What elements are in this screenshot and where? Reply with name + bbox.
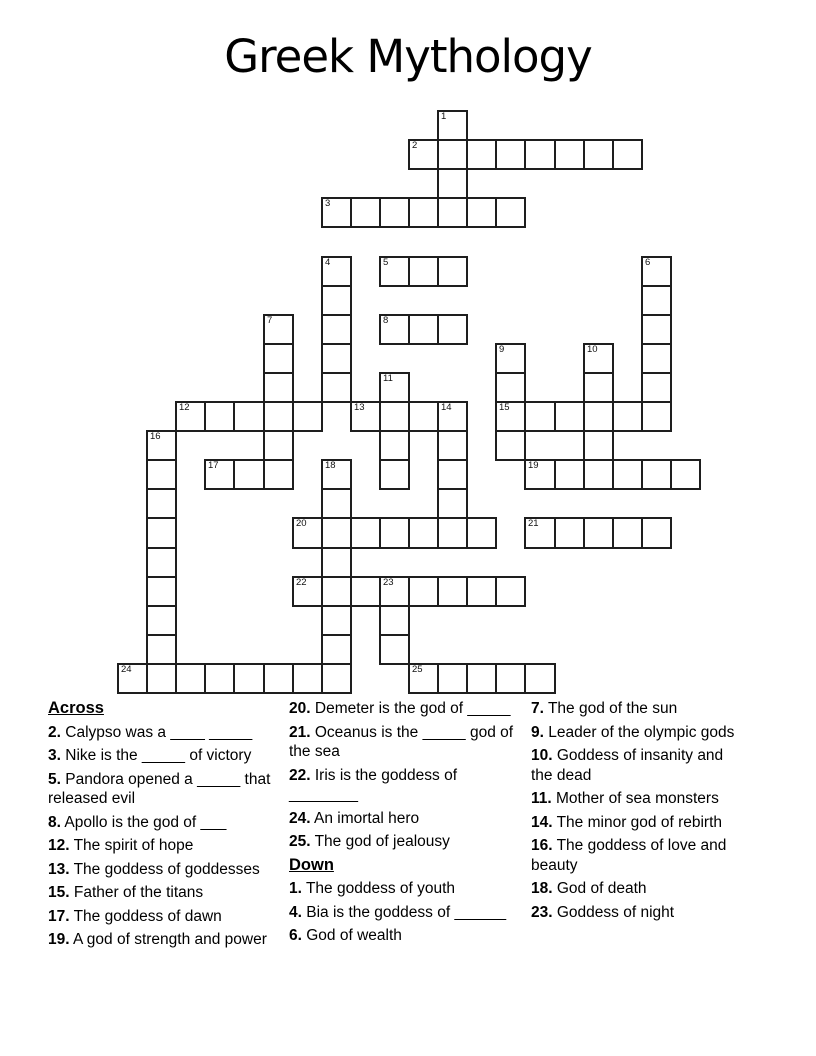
cell-number: 9 bbox=[499, 344, 505, 355]
clue-number: 15. bbox=[48, 884, 70, 901]
grid-cell[interactable] bbox=[437, 488, 468, 519]
clue-number: 11. bbox=[531, 790, 552, 807]
clue-text: The god of jealousy bbox=[314, 833, 450, 850]
grid-cell[interactable] bbox=[670, 459, 701, 490]
grid-cell[interactable] bbox=[146, 488, 177, 519]
clue-number: 18. bbox=[531, 880, 553, 897]
grid-cell[interactable] bbox=[350, 576, 381, 607]
grid-cell[interactable] bbox=[263, 343, 294, 374]
grid-cell[interactable] bbox=[641, 401, 672, 432]
clue-number: 19. bbox=[48, 931, 70, 948]
grid-cell[interactable] bbox=[408, 314, 439, 345]
clue-across-24 bbox=[289, 809, 519, 829]
clue-number: 10. bbox=[531, 747, 553, 764]
clue-number: 2. bbox=[48, 723, 61, 741]
grid-cell[interactable] bbox=[117, 663, 148, 694]
grid-cell[interactable] bbox=[437, 401, 468, 432]
grid-cell[interactable] bbox=[437, 314, 468, 345]
clue-number: 5. bbox=[48, 770, 61, 788]
clue-number: 20. bbox=[289, 700, 311, 717]
clue-across-15 bbox=[48, 883, 272, 903]
grid-cell[interactable] bbox=[379, 256, 410, 287]
clue-text: Oceanus is the _____ god of the sea bbox=[289, 723, 514, 760]
clue-across-13 bbox=[48, 860, 272, 880]
grid-cell[interactable] bbox=[233, 401, 265, 432]
grid-cell[interactable] bbox=[379, 401, 410, 432]
grid-cell[interactable] bbox=[321, 314, 352, 345]
grid-cell[interactable] bbox=[292, 517, 323, 549]
grid-cell[interactable] bbox=[321, 517, 352, 549]
down-header: Down bbox=[289, 855, 334, 874]
clue-text: An imortal hero bbox=[314, 809, 420, 827]
clue-text: Bia is the goddess of ______ bbox=[306, 903, 507, 921]
clue-column-middle bbox=[289, 699, 519, 950]
clue-down-18 bbox=[531, 879, 743, 899]
grid-cell[interactable] bbox=[583, 430, 614, 461]
grid-cell[interactable] bbox=[379, 197, 410, 228]
cell-number: 1 bbox=[441, 111, 447, 122]
clue-column-right bbox=[531, 699, 743, 926]
clue-number: 14. bbox=[531, 813, 553, 831]
across-header: Across bbox=[48, 699, 104, 717]
grid-cell[interactable] bbox=[408, 517, 439, 549]
clue-number: 25. bbox=[289, 833, 311, 850]
cell-number: 15 bbox=[499, 402, 510, 413]
grid-cell[interactable] bbox=[146, 459, 177, 490]
grid-cell[interactable] bbox=[495, 663, 526, 694]
grid-cell[interactable] bbox=[408, 197, 439, 228]
grid-cell[interactable] bbox=[204, 459, 235, 490]
cell-number: 19 bbox=[528, 460, 539, 471]
clue-number: 13. bbox=[48, 860, 70, 878]
grid-cell[interactable] bbox=[495, 139, 526, 170]
grid-cell[interactable] bbox=[641, 314, 672, 345]
grid-cell[interactable] bbox=[379, 576, 410, 607]
clue-across-20 bbox=[289, 699, 519, 719]
cell-number: 24 bbox=[121, 664, 132, 675]
grid-cell[interactable] bbox=[379, 372, 410, 403]
grid-cell[interactable] bbox=[583, 372, 614, 403]
grid-cell[interactable] bbox=[321, 343, 352, 374]
clue-down-10 bbox=[531, 746, 743, 785]
cell-number: 4 bbox=[325, 257, 331, 268]
cell-number: 8 bbox=[383, 315, 389, 326]
clue-text: The spirit of hope bbox=[73, 837, 194, 854]
clue-across-2 bbox=[48, 723, 272, 743]
grid-cell[interactable] bbox=[437, 256, 468, 287]
grid-cell[interactable] bbox=[321, 197, 352, 228]
cell-number: 21 bbox=[528, 518, 539, 529]
clue-down-4 bbox=[289, 903, 519, 923]
grid-cell[interactable] bbox=[612, 459, 643, 490]
grid-cell[interactable] bbox=[263, 663, 294, 694]
grid-cell[interactable] bbox=[350, 401, 381, 432]
grid-cell[interactable] bbox=[204, 401, 235, 432]
grid-cell[interactable] bbox=[583, 517, 614, 549]
clue-text: Nike is the _____ of victory bbox=[65, 747, 252, 764]
clue-number: 22. bbox=[289, 766, 311, 784]
grid-cell[interactable] bbox=[263, 430, 294, 461]
clue-text: The god of the sun bbox=[547, 700, 678, 717]
cell-number: 11 bbox=[383, 373, 393, 384]
grid-cell[interactable] bbox=[495, 576, 526, 607]
clue-across-17 bbox=[48, 907, 272, 927]
clue-down-1 bbox=[289, 879, 519, 899]
grid-cell[interactable] bbox=[466, 139, 497, 170]
cell-number: 2 bbox=[412, 140, 418, 151]
clue-text: God of wealth bbox=[306, 927, 402, 944]
grid-cell[interactable] bbox=[321, 256, 352, 287]
grid-cell[interactable] bbox=[641, 372, 672, 403]
grid-cell[interactable] bbox=[437, 139, 468, 170]
grid-cell[interactable] bbox=[379, 605, 410, 636]
clue-text: The goddess of love and beauty bbox=[531, 837, 727, 874]
clue-text: Goddess of insanity and the dead bbox=[531, 747, 724, 784]
grid-cell[interactable] bbox=[641, 459, 672, 490]
cell-number: 20 bbox=[296, 518, 307, 529]
grid-cell[interactable] bbox=[641, 285, 672, 316]
clue-across-3 bbox=[48, 746, 272, 766]
grid-cell[interactable] bbox=[408, 139, 439, 170]
grid-cell[interactable] bbox=[146, 517, 177, 549]
clue-down-23 bbox=[531, 903, 743, 923]
clue-number: 4. bbox=[289, 903, 302, 921]
clue-number: 23. bbox=[531, 903, 553, 921]
grid-cell[interactable] bbox=[292, 401, 323, 432]
grid-cell[interactable] bbox=[321, 285, 352, 316]
clue-text: Demeter is the god of _____ bbox=[314, 700, 511, 717]
grid-cell[interactable] bbox=[263, 401, 294, 432]
grid-cell[interactable] bbox=[554, 401, 585, 432]
grid-cell[interactable] bbox=[612, 517, 643, 549]
grid-cell[interactable] bbox=[495, 401, 526, 432]
clue-number: 21. bbox=[289, 723, 311, 741]
clue-number: 16. bbox=[531, 837, 553, 854]
cell-number: 3 bbox=[325, 198, 331, 209]
grid-cell[interactable] bbox=[175, 663, 206, 694]
clue-text: Mother of sea monsters bbox=[556, 790, 719, 807]
grid-cell[interactable] bbox=[263, 459, 294, 490]
cell-number: 10 bbox=[587, 344, 598, 355]
grid-cell[interactable] bbox=[175, 401, 206, 432]
grid-cell[interactable] bbox=[524, 401, 556, 432]
clue-down-7 bbox=[531, 699, 743, 719]
grid-cell[interactable] bbox=[379, 314, 410, 345]
clue-text: Calypso was a ____ _____ bbox=[65, 723, 253, 741]
grid-cell[interactable] bbox=[437, 110, 468, 141]
grid-cell[interactable] bbox=[495, 430, 526, 461]
clue-number: 3. bbox=[48, 747, 61, 764]
grid-cell[interactable] bbox=[379, 430, 410, 461]
grid-cell[interactable] bbox=[146, 547, 177, 578]
grid-cell[interactable] bbox=[204, 663, 235, 694]
clue-text: A god of strength and power bbox=[73, 931, 267, 948]
clue-number: 6. bbox=[289, 927, 302, 944]
grid-cell[interactable] bbox=[146, 634, 177, 665]
clue-text: Father of the titans bbox=[73, 884, 204, 901]
clue-text: Pandora opened a _____ that released evil bbox=[48, 770, 271, 807]
grid-cell[interactable] bbox=[524, 459, 556, 490]
grid-cell[interactable] bbox=[524, 139, 556, 170]
clue-down-11 bbox=[531, 789, 743, 809]
grid-cell[interactable] bbox=[321, 459, 352, 490]
clue-across-25 bbox=[289, 832, 519, 852]
grid-cell[interactable] bbox=[437, 517, 468, 549]
cell-number: 18 bbox=[325, 460, 336, 471]
cell-number: 25 bbox=[412, 664, 423, 675]
grid-cell[interactable] bbox=[350, 197, 381, 228]
clue-number: 24. bbox=[289, 809, 311, 827]
grid-cell[interactable] bbox=[437, 576, 468, 607]
clue-text: The goddess of goddesses bbox=[73, 860, 260, 878]
grid-cell[interactable] bbox=[263, 372, 294, 403]
clue-column-left bbox=[48, 699, 272, 954]
cell-number: 14 bbox=[441, 402, 452, 413]
grid-cell[interactable] bbox=[146, 430, 177, 461]
grid-cell[interactable] bbox=[233, 459, 265, 490]
grid-cell[interactable] bbox=[408, 576, 439, 607]
grid-cell[interactable] bbox=[437, 197, 468, 228]
grid-cell[interactable] bbox=[437, 663, 468, 694]
puzzle-title: Greek Mythology bbox=[224, 30, 592, 83]
cell-number: 17 bbox=[208, 460, 219, 471]
clue-text: The goddess of dawn bbox=[73, 907, 222, 925]
clue-number: 9. bbox=[531, 723, 544, 741]
grid-cell[interactable] bbox=[612, 401, 643, 432]
grid-cell[interactable] bbox=[495, 372, 526, 403]
grid-cell[interactable] bbox=[641, 517, 672, 549]
clue-number: 7. bbox=[531, 700, 544, 717]
grid-cell[interactable] bbox=[379, 459, 410, 490]
grid-cell[interactable] bbox=[321, 488, 352, 519]
grid-cell[interactable] bbox=[321, 663, 352, 694]
grid-cell[interactable] bbox=[524, 517, 556, 549]
grid-cell[interactable] bbox=[641, 343, 672, 374]
grid-cell[interactable] bbox=[263, 314, 294, 345]
clue-across-5 bbox=[48, 770, 272, 809]
clue-text: Iris is the goddess of ________ bbox=[289, 766, 458, 803]
grid-cell[interactable] bbox=[321, 605, 352, 636]
grid-cell[interactable] bbox=[583, 459, 614, 490]
grid-cell[interactable] bbox=[321, 634, 352, 665]
clue-down-14 bbox=[531, 813, 743, 833]
grid-cell[interactable] bbox=[554, 459, 585, 490]
clue-down-9 bbox=[531, 723, 743, 743]
grid-cell[interactable] bbox=[408, 401, 439, 432]
grid-cell[interactable] bbox=[350, 517, 381, 549]
grid-cell[interactable] bbox=[554, 517, 585, 549]
grid-cell[interactable] bbox=[466, 663, 497, 694]
clue-down-6 bbox=[289, 926, 519, 946]
cell-number: 5 bbox=[383, 257, 389, 268]
clue-text: The minor god of rebirth bbox=[556, 813, 723, 831]
cell-number: 6 bbox=[645, 257, 651, 268]
clue-text: The goddess of youth bbox=[305, 880, 456, 897]
grid-cell[interactable] bbox=[408, 663, 439, 694]
grid-cell[interactable] bbox=[524, 663, 556, 694]
clue-text: Goddess of night bbox=[556, 903, 675, 921]
grid-cell[interactable] bbox=[495, 343, 526, 374]
grid-cell[interactable] bbox=[146, 663, 177, 694]
grid-cell[interactable] bbox=[437, 168, 468, 199]
clue-number: 17. bbox=[48, 907, 70, 925]
clue-across-8 bbox=[48, 813, 272, 833]
grid-cell[interactable] bbox=[233, 663, 265, 694]
grid-cell[interactable] bbox=[612, 139, 643, 170]
grid-cell[interactable] bbox=[321, 372, 352, 403]
clue-text: God of death bbox=[556, 880, 647, 897]
cell-number: 7 bbox=[267, 315, 273, 326]
cell-number: 22 bbox=[296, 577, 307, 588]
clue-number: 12. bbox=[48, 837, 70, 854]
clue-across-22 bbox=[289, 766, 519, 805]
clue-number: 8. bbox=[48, 813, 61, 831]
grid-cell[interactable] bbox=[146, 605, 177, 636]
grid-cell[interactable] bbox=[146, 576, 177, 607]
cell-number: 13 bbox=[354, 402, 365, 413]
grid-cell[interactable] bbox=[641, 256, 672, 287]
grid-cell[interactable] bbox=[437, 430, 468, 461]
clue-text: Apollo is the god of ___ bbox=[64, 813, 227, 831]
clue-across-19 bbox=[48, 930, 272, 950]
grid-cell[interactable] bbox=[495, 197, 526, 228]
cell-number: 23 bbox=[383, 577, 394, 588]
clue-down-16 bbox=[531, 836, 743, 875]
grid-cell[interactable] bbox=[583, 343, 614, 374]
grid-cell[interactable] bbox=[583, 401, 614, 432]
grid-cell[interactable] bbox=[554, 139, 585, 170]
clue-across-12 bbox=[48, 836, 272, 856]
grid-cell[interactable] bbox=[379, 517, 410, 549]
grid-cell[interactable] bbox=[466, 576, 497, 607]
grid-cell[interactable] bbox=[379, 634, 410, 665]
grid-cell[interactable] bbox=[466, 517, 497, 549]
grid-cell[interactable] bbox=[321, 547, 352, 578]
clue-text: Leader of the olympic gods bbox=[548, 723, 735, 741]
grid-cell[interactable] bbox=[292, 663, 323, 694]
grid-cell[interactable] bbox=[408, 256, 439, 287]
grid-cell[interactable] bbox=[321, 576, 352, 607]
clue-across-21 bbox=[289, 723, 519, 762]
cell-number: 12 bbox=[179, 402, 190, 413]
grid-cell[interactable] bbox=[466, 197, 497, 228]
grid-cell[interactable] bbox=[437, 459, 468, 490]
grid-cell[interactable] bbox=[583, 139, 614, 170]
grid-cell[interactable] bbox=[292, 576, 323, 607]
cell-number: 16 bbox=[150, 431, 161, 442]
clue-number: 1. bbox=[289, 880, 302, 897]
